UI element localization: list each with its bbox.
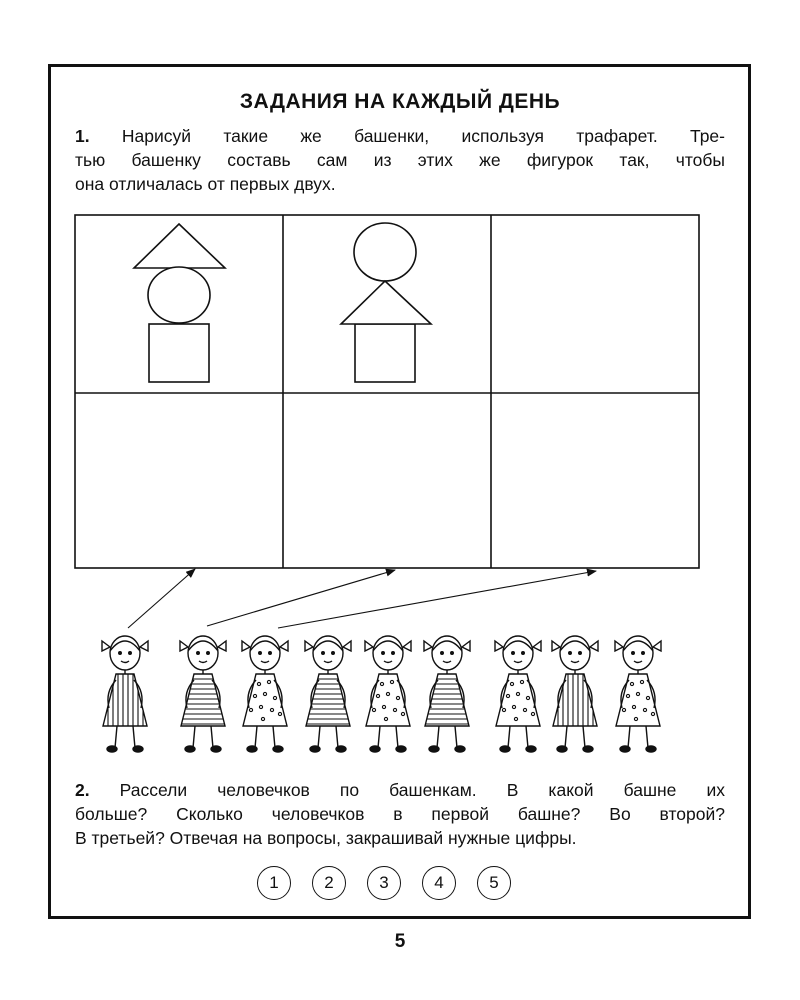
little-person-7[interactable] [495, 636, 541, 752]
answer-circle-5[interactable]: 5 [477, 866, 511, 900]
little-person-3[interactable] [242, 636, 288, 752]
task-1-line-2: тью башенку составь сам из этих же фигурок так, чтобы [75, 150, 725, 170]
little-person-8[interactable] [552, 636, 598, 752]
page-number: 5 [394, 931, 406, 952]
tower-2-square [355, 324, 415, 382]
tower-1-square [149, 324, 209, 382]
little-person-9[interactable] [615, 636, 661, 752]
tower-1-drawing-cell[interactable] [76, 394, 282, 567]
answer-circle-4[interactable]: 4 [422, 866, 456, 900]
answer-circles [0, 866, 800, 902]
answer-circle-1[interactable]: 1 [257, 866, 291, 900]
tower-1-circle [148, 267, 210, 323]
task-2-line-2: больше? Сколько человечков в первой башне? Во второй? [75, 804, 725, 824]
arrows [128, 569, 596, 628]
little-person-4[interactable] [304, 636, 352, 752]
little-person-5[interactable] [365, 636, 411, 752]
task-2-line-3: В третьей? Отвечая на вопросы, закрашивай нужные цифры. [75, 828, 577, 848]
tower-2-circle [354, 223, 416, 281]
task-2-text [75, 778, 725, 850]
page-title: ЗАДАНИЯ НА КАЖДЫЙ ДЕНЬ [239, 90, 561, 113]
task-2-number: 2. [75, 780, 90, 800]
answer-circle-3[interactable]: 3 [367, 866, 401, 900]
arrow-to-tower-2 [207, 570, 395, 626]
little-person-2[interactable] [179, 636, 227, 752]
answer-circle-2[interactable]: 2 [312, 866, 346, 900]
little-person-1[interactable] [102, 636, 148, 752]
task-1-line-3: она отличалась от первых двух. [75, 174, 336, 194]
task-1-line-1: 1. Нарисуй такие же башенки, используя трафарет. Тре- [75, 126, 725, 146]
tower-3-sample-cell[interactable] [492, 216, 698, 392]
little-person-6[interactable] [423, 636, 471, 752]
task-1-number: 1. [75, 126, 90, 146]
tower-2-drawing-cell[interactable] [284, 394, 490, 567]
arrow-to-tower-1 [128, 569, 195, 628]
arrow-to-tower-3 [278, 571, 596, 628]
task-2-line-1: 2. Рассели человечков по башенкам. В какой башне их [75, 780, 725, 800]
tower-3-drawing-cell[interactable] [492, 394, 698, 567]
little-people [102, 636, 661, 752]
